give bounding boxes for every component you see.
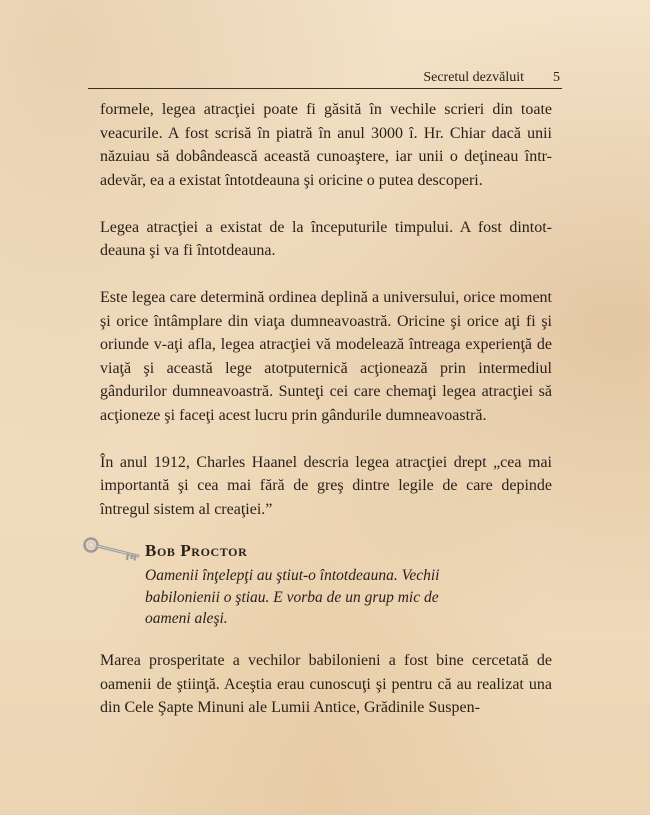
running-title: Secretul dezvăluit xyxy=(423,70,524,85)
key-icon xyxy=(82,535,142,565)
page-header xyxy=(88,64,562,89)
paragraph: Marea prosperitate a vechilor babilonieni a fost bine cercetată de oamenii de ştiinţă. Aceştia erau cunoscuţi şi pentru că au realizat una din Cele Şapte Minuni ale Lumii Antice, Grădinile Suspen- xyxy=(100,652,552,716)
quote-block xyxy=(100,541,552,629)
page-body xyxy=(100,98,552,720)
paragraph: În anul 1912, Charles Haanel descria legea atracţiei drept „cea mai importantă şi cea mai fără de greş dintre legile de care depinde întregul sistem al creaţiei.” xyxy=(100,453,552,518)
paragraph: formele, legea atracţiei poate fi găsită în vechile scrieri din toate veacurile. A fost scrisă în piatră în anul 3000 î. Hr. Chiar dacă unii năzuiau să dobândească această cunoaştere, iar unii o deţineau într-adevăr, ea a existat întotdeauna şi oricine o putea descoperi. xyxy=(100,101,552,189)
paragraph: Legea atracţiei a existat de la începuturile timpului. A fost dintot-deauna şi va fi întotdeauna. xyxy=(100,218,552,259)
quote-author: Bob Proctor xyxy=(145,541,248,560)
quote-text: Oamenii înţelepţi au ştiut-o întotdeauna. Vechii babilonienii o ştiau. E vorba de un grup mic de oameni aleşi. xyxy=(145,567,440,627)
paragraph: Este legea care determină ordinea deplină a universului, orice moment şi orice întâmplare din viaţa dumneavoastră. Oricine şi orice aţi fi şi oriunde v-aţi afla, legea atracţiei vă modelează întreaga experienţă de viaţă şi această lege atotputernică acţionează prin intermediul gândurilor dumneavoastră. Sunteţi cei care chemaţi legea atracţiei să acţioneze şi faceţi acest lucru prin gândurile dumneavoastră. xyxy=(100,289,552,424)
page-number: 5 xyxy=(553,70,560,85)
